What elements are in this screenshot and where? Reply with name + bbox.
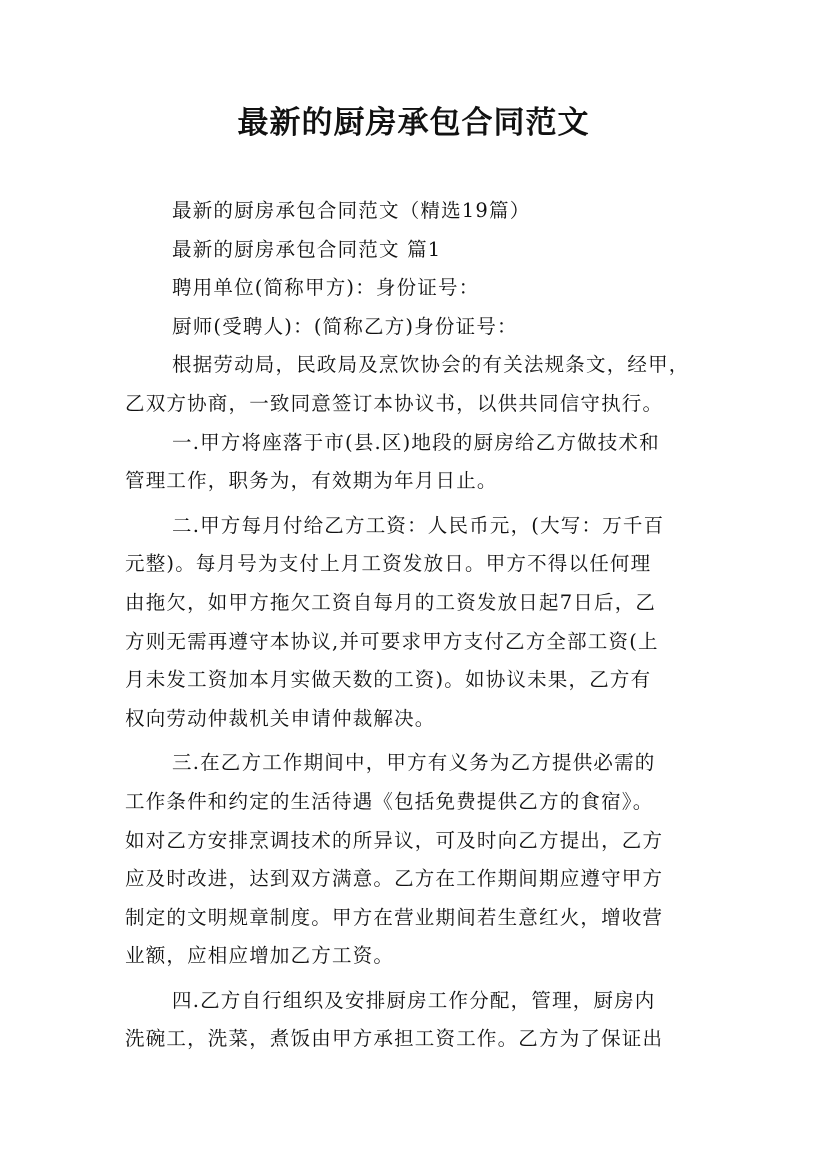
paragraph-line: 一.甲方将座落于市(县.区)地段的厨房给乙方做技术和 [172, 430, 660, 454]
paragraph-line: 乙双方协商，一致同意签订本协议书，以供共同信守执行。 [125, 391, 664, 415]
document-title: 最新的厨房承包合同范文 [237, 105, 590, 141]
paragraph-line: 如对乙方安排烹调技术的所异议，可及时向乙方提出，乙方 [125, 828, 664, 852]
paragraph-line: 月未发工资加本月实做天数的工资)。如协议未果，乙方有 [125, 668, 652, 692]
employer-line: 聘用单位(简称甲方)：身份证号： [172, 276, 480, 300]
chef-line: 厨师(受聘人)：(简称乙方)身份证号： [172, 314, 518, 338]
paragraph-line: 工作条件和约定的生活待遇《包括免费提供乙方的食宿》。 [125, 789, 654, 813]
paragraph-line: 制定的文明规章制度。甲方在营业期间若生意红火，增收营 [125, 905, 664, 929]
paragraph-line: 管理工作，职务为，有效期为年月日止。 [125, 469, 498, 493]
paragraph-line: 权向劳动仲裁机关申请仲裁解决。 [125, 706, 436, 730]
section-heading: 最新的厨房承包合同范文 篇1 [172, 237, 442, 261]
paragraph-line: 由拖欠，如甲方拖欠工资自每月的工资发放日起7日后，乙 [125, 590, 657, 614]
paragraph-line: 四.乙方自行组织及安排厨房工作分配，管理，厨房内 [172, 988, 656, 1012]
paragraph-line: 元整)。每月号为支付上月工资发放日。甲方不得以任何理 [125, 552, 652, 576]
document-body [125, 192, 707, 1059]
paragraph-line: 三.在乙方工作期间中，甲方有义务为乙方提供必需的 [172, 751, 656, 775]
paragraph-line: 方则无需再遵守本协议,并可要求甲方支付乙方全部工资(上 [125, 629, 659, 653]
paragraph-line: 洗碗工，洗菜，煮饭由甲方承担工资工作。乙方为了保证出 [125, 1027, 664, 1051]
paragraph-line: 应及时改进，达到双方满意。乙方在工作期间期应遵守甲方 [125, 867, 664, 891]
paragraph-line: 业额，应相应增加乙方工资。 [125, 944, 395, 968]
subtitle-line: 最新的厨房承包合同范文（精选19篇） [172, 199, 531, 222]
paragraph-line: 二.甲方每月付给乙方工资：人民币元，(大写：万千百 [172, 513, 665, 537]
paragraph-line: 根据劳动局，民政局及烹饮协会的有关法规条文，经甲， [172, 353, 690, 377]
